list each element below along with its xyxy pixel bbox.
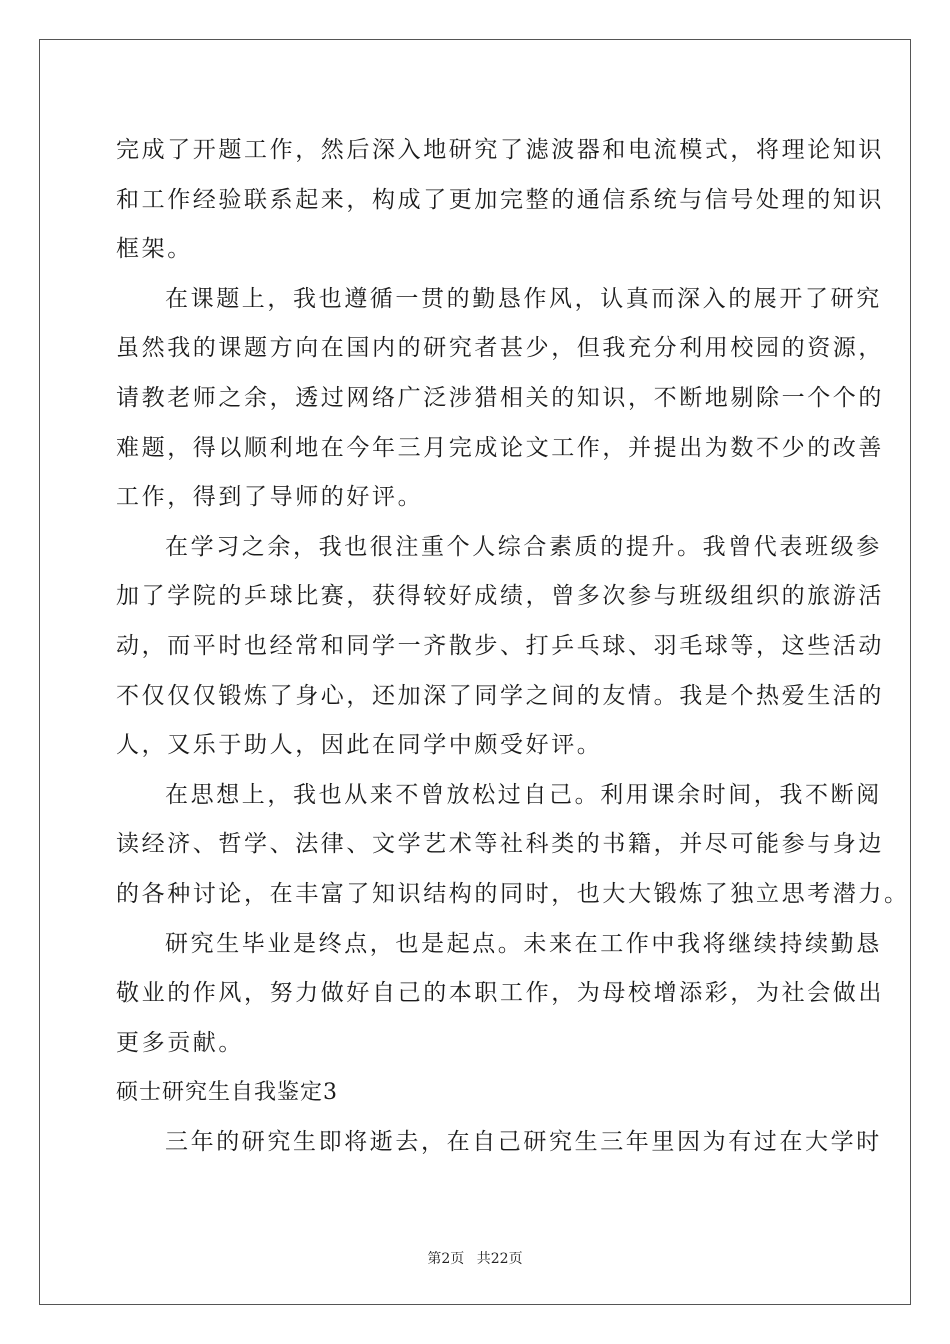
text-line: 的各种讨论，在丰富了知识结构的同时，也大大锻炼了独立思考潜力。 bbox=[116, 880, 910, 907]
text-line: 在思想上，我也从来不曾放松过自己。利用课余时间，我不断阅 bbox=[165, 781, 882, 808]
text-line: 框架。 bbox=[116, 236, 193, 263]
text-line: 难题，得以顺利地在今年三月完成论文工作，并提出为数不少的改善 bbox=[116, 434, 884, 461]
text-line: 人，又乐于助人，因此在同学中颇受好评。 bbox=[116, 732, 603, 759]
text-line: 在学习之余，我也很注重个人综合素质的提升。我曾代表班级参 bbox=[165, 533, 882, 560]
paragraph bbox=[116, 275, 884, 523]
page-footer bbox=[0, 1248, 950, 1268]
paragraph bbox=[116, 771, 910, 920]
page-number: 第2页 bbox=[427, 1251, 465, 1267]
text-line: 虽然我的课题方向在国内的研究者甚少，但我充分利用校园的资源， bbox=[116, 335, 884, 362]
text-line: 读经济、哲学、法律、文学艺术等社科类的书籍，并尽可能参与身边 bbox=[116, 831, 884, 858]
text-line: 请教老师之余，透过网络广泛涉猎相关的知识，不断地剔除一个个的 bbox=[116, 384, 884, 411]
paragraph bbox=[116, 523, 884, 771]
text-line: 三年的研究生即将逝去，在自己研究生三年里因为有过在大学时 bbox=[165, 1128, 882, 1155]
document-body bbox=[116, 126, 910, 1167]
paragraph bbox=[116, 126, 884, 275]
section-heading: 硕士研究生自我鉴定3 bbox=[116, 1080, 338, 1106]
text-line: 在课题上，我也遵循一贯的勤恳作风，认真而深入的展开了研究 bbox=[165, 285, 882, 312]
text-line: 敬业的作风，努力做好自己的本职工作，为母校增添彩，为社会做出 bbox=[116, 980, 884, 1007]
text-line: 动，而平时也经常和同学一齐散步、打乒乓球、羽毛球等，这些活动 bbox=[116, 632, 884, 659]
total-pages: 共22页 bbox=[476, 1251, 523, 1267]
text-line: 研究生毕业是终点，也是起点。未来在工作中我将继续持续勤恳 bbox=[165, 930, 882, 957]
text-line: 加了学院的乒球比赛，获得较好成绩，曾多次参与班级组织的旅游活 bbox=[116, 583, 884, 610]
text-line: 更多贡献。 bbox=[116, 1029, 244, 1056]
text-line: 完成了开题工作，然后深入地研究了滤波器和电流模式，将理论知识 bbox=[116, 137, 884, 163]
paragraph bbox=[116, 920, 884, 1069]
paragraph bbox=[116, 1118, 882, 1168]
text-line: 工作，得到了导师的好评。 bbox=[116, 484, 424, 511]
text-line: 不仅仅仅锻炼了身心，还加深了同学之间的友情。我是个热爱生活的 bbox=[116, 682, 884, 709]
text-line: 和工作经验联系起来，构成了更加完整的通信系统与信号处理的知识 bbox=[116, 186, 884, 213]
